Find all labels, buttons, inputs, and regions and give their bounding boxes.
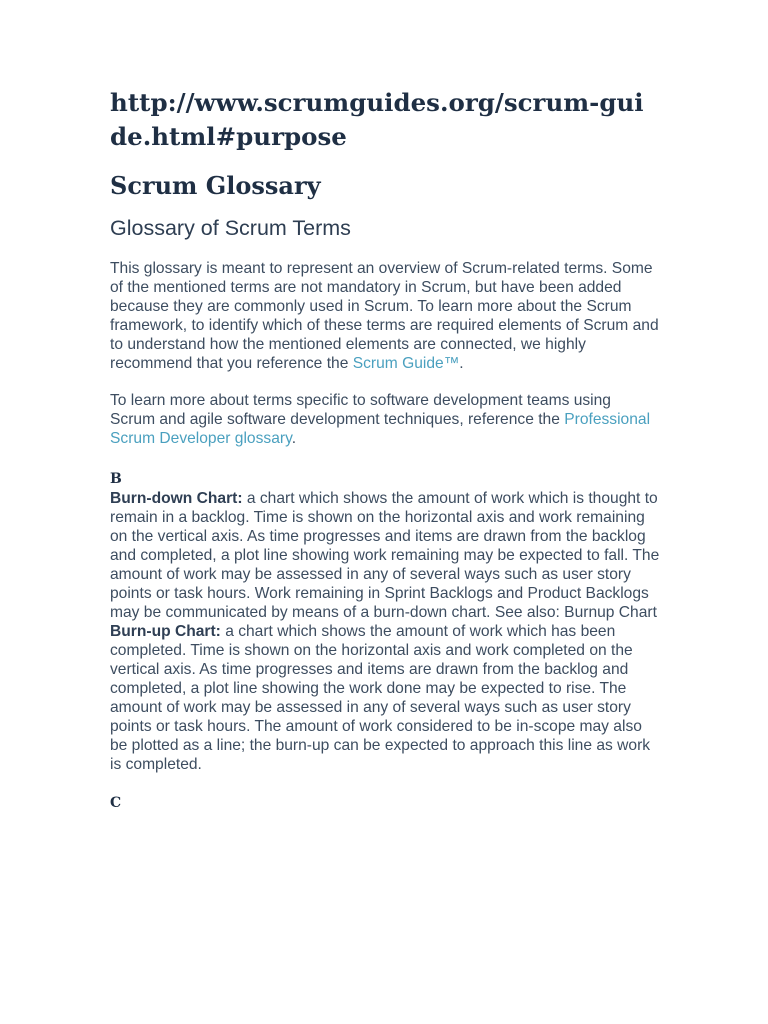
definition-burn-down-chart: a chart which shows the amount of work which is thought to remain in a backlog. Time is shown on the horizontal axis and work remaining on the vertical axis. As time progresses and items are drawn from the backlog and completed, a plot line showing work remaining may be expected to fall. The amount of work may be assessed in any of several ways such as user story points or task hours. Work remaining in Sprint Backlogs and Product Backlogs may be communicated by means of a burn-down chart. See also: Burnup Chart xyxy=(110,490,660,621)
page-subtitle: Glossary of Scrum Terms xyxy=(110,216,351,240)
developer-note-paragraph xyxy=(110,391,660,448)
term-burn-up-chart: Burn-up Chart: xyxy=(110,623,221,640)
url-heading: http://www.scrumguides.org/scrum-guide.html#purpose xyxy=(110,88,644,151)
developer-note-text: To learn more about terms specific to software development teams using Scrum and agile software development techniques, reference the xyxy=(110,392,611,428)
intro-paragraph xyxy=(110,259,660,373)
section-letter-b: B xyxy=(110,471,122,487)
section-letter-c: C xyxy=(110,795,122,811)
definition-burn-up-chart: a chart which shows the amount of work which has been completed. Time is shown on the horizontal axis and work completed on the vertical axis. As time progresses and items are drawn from the backlog and completed, a plot line showing the work done may be expected to rise. The amount of work may be assessed in any of several ways such as user story points or task hours. The amount of work considered to be in-scope may also be plotted as a line; the burn-up can be expected to approach this line as work is completed. xyxy=(110,623,651,773)
page-title: Scrum Glossary xyxy=(110,171,321,200)
intro-text: This glossary is meant to represent an overview of Scrum-related terms. Some of the mentioned terms are not mandatory in Scrum, but have been added because they are commonly used in Scrum. To learn more about the Scrum framework, to identify which of these terms are required elements of Scrum and to understand how the mentioned elements are connected, we highly recommend that you reference the xyxy=(110,260,659,372)
scrum-guide-link[interactable]: Scrum Guide™ xyxy=(352,355,460,372)
term-burn-down-chart: Burn-down Chart: xyxy=(110,490,243,507)
developer-note-suffix: . xyxy=(291,430,297,447)
intro-suffix: . xyxy=(459,355,464,372)
glossary-entry-burn-down xyxy=(110,489,660,622)
document-page xyxy=(110,86,660,813)
glossary-entry-burn-up xyxy=(110,622,660,774)
developer-glossary-link[interactable]: Professional Scrum Developer glossary xyxy=(110,411,651,447)
